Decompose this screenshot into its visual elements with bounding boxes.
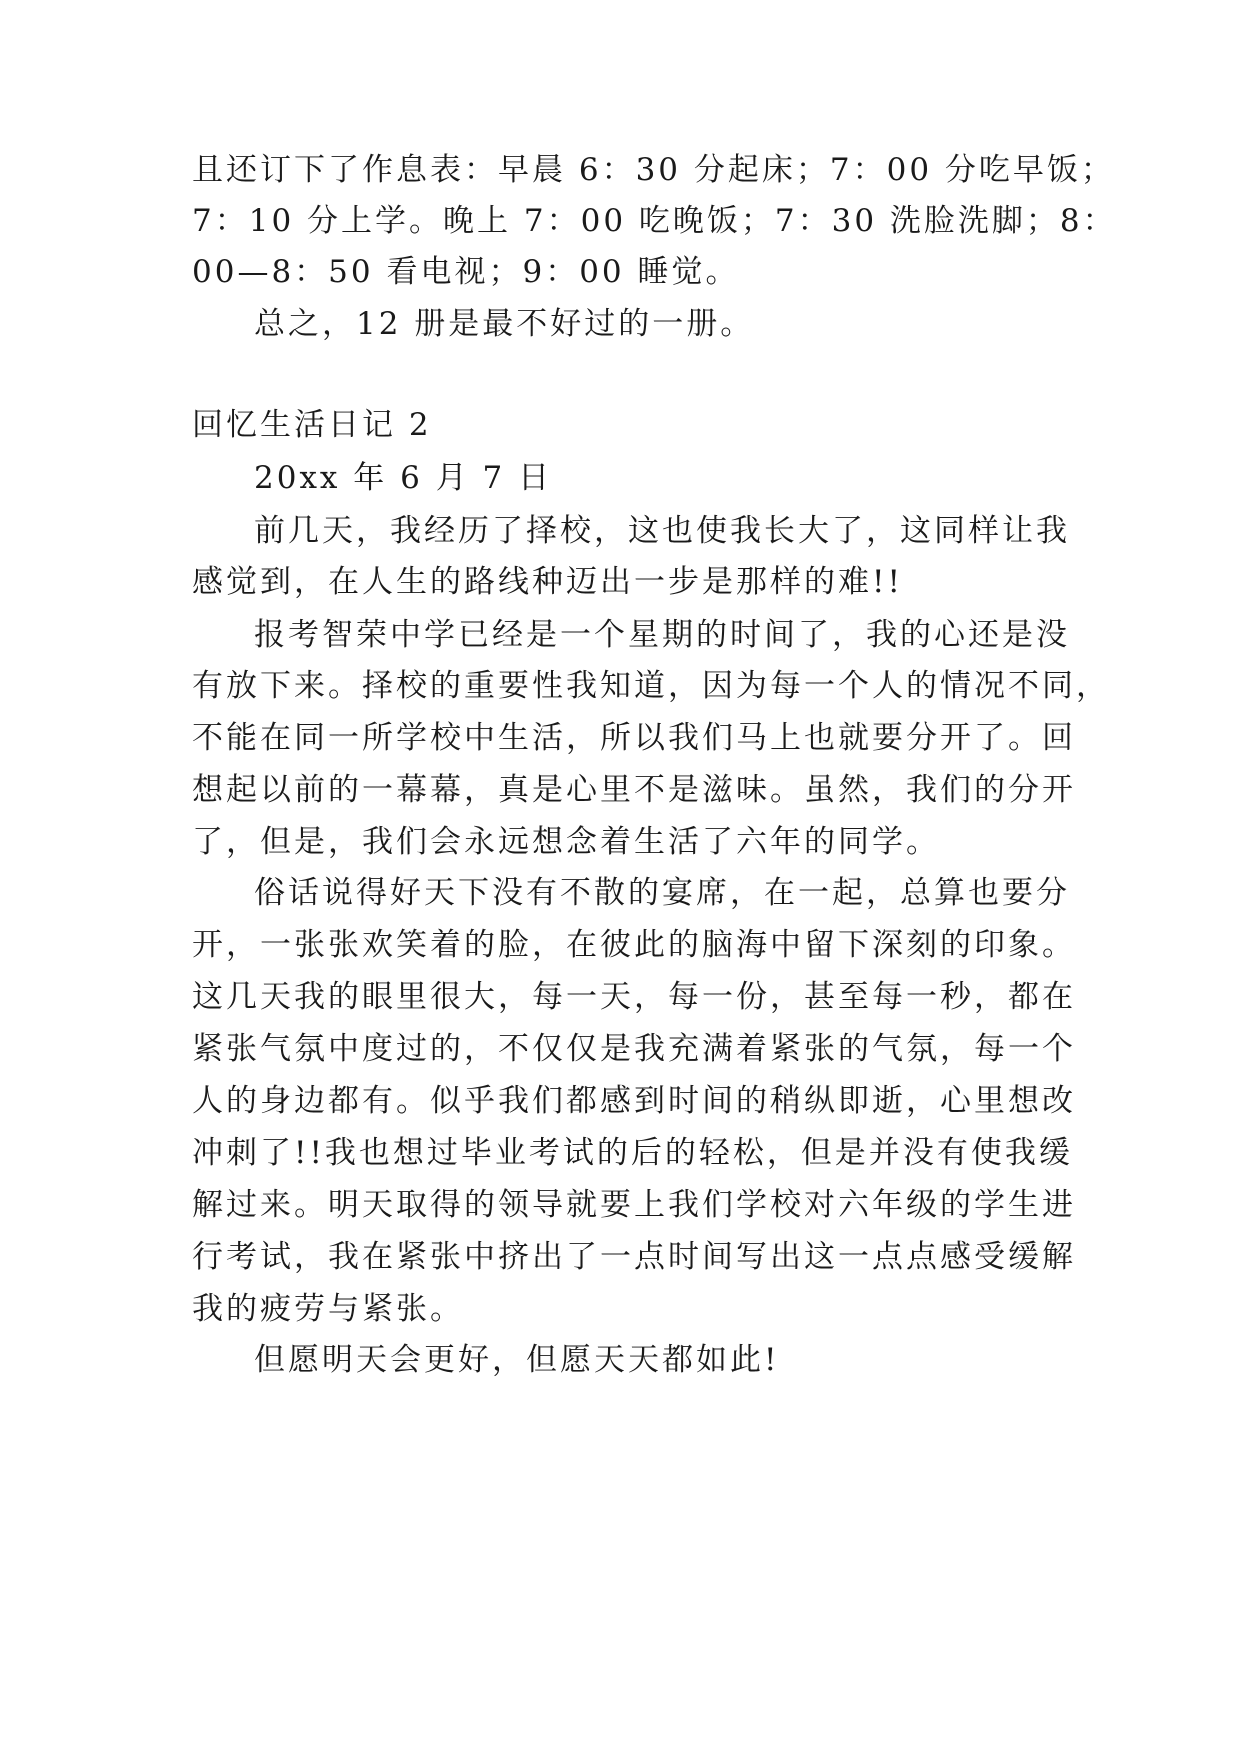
schedule-line-1: 且还订下了作息表：早晨 6：30 分起床；7：00 分吃早饭； [192, 152, 1115, 188]
paragraph-3-line-3: 这几天我的眼里很大，每一天，每一份，甚至每一秒，都在 [192, 979, 1076, 1015]
paragraph-3-line-1: 俗话说得好天下没有不散的宴席，在一起，总算也要分 [254, 875, 1070, 911]
paragraph-2-line-5: 了，但是，我们会永远想念着生活了六年的同学。 [192, 824, 940, 860]
paragraph-3-line-7: 解过来。明天取得的领导就要上我们学校对六年级的学生进 [192, 1187, 1076, 1223]
diary-date: 20xx 年 6 月 7 日 [254, 460, 553, 496]
schedule-line-2: 7：10 分上学。晚上 7：00 吃晚饭；7：30 洗脸洗脚；8： [192, 203, 1117, 239]
paragraph-2-line-3: 不能在同一所学校中生活，所以我们马上也就要分开了。回 [192, 720, 1076, 756]
paragraph-1-line-2: 感觉到，在人生的路线种迈出一步是那样的难!! [192, 564, 903, 600]
paragraph-3-line-9: 我的疲劳与紧张。 [192, 1291, 464, 1327]
paragraph-3-line-4: 紧张气氛中度过的，不仅仅是我充满着紧张的气氛，每一个 [192, 1031, 1076, 1067]
paragraph-1-line-1: 前几天，我经历了择校，这也使我长大了，这同样让我 [254, 513, 1070, 549]
paragraph-3-line-5: 人的身边都有。似乎我们都感到时间的稍纵即逝，心里想改 [192, 1083, 1076, 1119]
summary-line: 总之，12 册是最不好过的一册。 [254, 306, 755, 342]
closing-line: 但愿明天会更好，但愿天天都如此! [254, 1342, 780, 1378]
paragraph-2-line-1: 报考智荣中学已经是一个星期的时间了，我的心还是没 [254, 617, 1070, 653]
paragraph-2-line-4: 想起以前的一幕幕，真是心里不是滋味。虽然，我们的分开 [192, 772, 1076, 808]
paragraph-3-line-8: 行考试，我在紧张中挤出了一点时间写出这一点点感受缓解 [192, 1239, 1076, 1275]
diary-title: 回忆生活日记 2 [192, 407, 432, 443]
schedule-line-3: 00—8：50 看电视；9：00 睡觉。 [192, 254, 740, 290]
paragraph-3-line-2: 开，一张张欢笑着的脸，在彼此的脑海中留下深刻的印象。 [192, 927, 1076, 963]
paragraph-2-line-2: 有放下来。择校的重要性我知道，因为每一个人的情况不同， [192, 668, 1110, 704]
paragraph-3-line-6: 冲刺了!!我也想过毕业考试的后的轻松，但是并没有使我缓 [192, 1135, 1073, 1171]
